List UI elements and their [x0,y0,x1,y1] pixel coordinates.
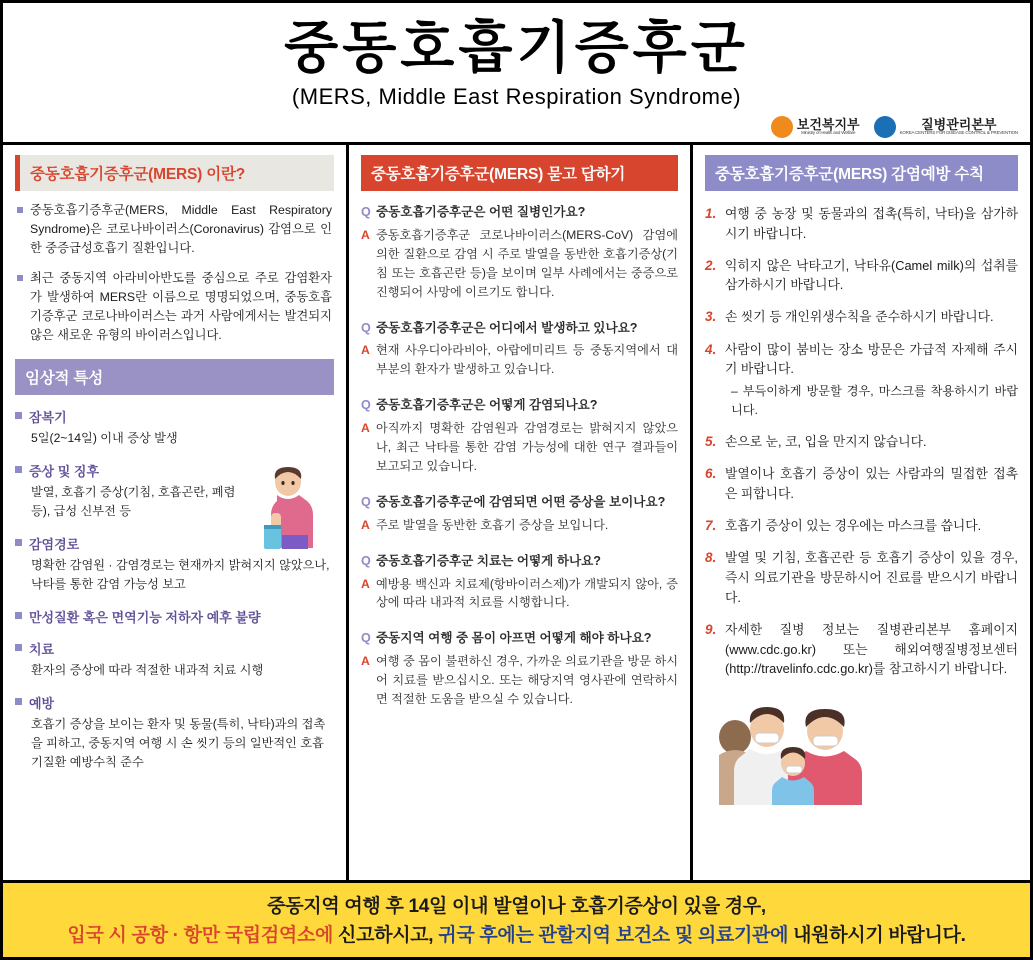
poster-body [3,145,1030,880]
prevention-item-number: 8. [705,550,717,566]
clinical-item-label: 만성질환 혹은 면역기능 저하자 예후 불량 [29,609,261,625]
prevention-item-text: 익히지 않은 낙타고기, 낙타유(Camel milk)의 섭취를 삼가하시기 바랍니다. [725,257,1018,293]
clinical-item-body: 5일(2~14일) 이내 증상 발생 [31,431,178,446]
clinical-item-body: 호흡기 증상을 보이는 환자 및 동물(특히, 낙타)과의 접촉을 피하고, 중동지역 여행 시 손 씻기 등의 일반적인 호흡기질환 예방수칙 준수 [31,716,326,769]
clinical-item [15,407,334,448]
faq-answer: A 아직까지 명확한 감염원과 감염경로는 밝혀지지 않았으나, 최근 낙타를 통한 감염 가능성에 대한 연구 결과들이 보고되고 있습니다. [361,421,678,473]
prevention-item-number: 9. [705,621,717,637]
clinical-item-body: 명확한 감염원 · 감염경로는 현재까지 밝혀지지 않았으나, 낙타를 통한 감염 가능성 보고 [31,558,330,591]
kcdc-emblem-icon [874,116,896,138]
prevention-list [705,204,1018,679]
prevention-item [705,256,1018,296]
question-mark-icon: Q [361,494,371,509]
answer-mark-icon: A [361,576,370,591]
footer-text-visit: 내원하시기 바랍니다. [788,925,966,947]
prevention-item-number: 6. [705,466,717,482]
clinical-item [15,607,334,626]
faq-list [361,203,678,709]
column-faq [349,145,693,880]
faq-answer: A 현재 사우디아라비아, 아랍에미리트 등 중동지역에서 대부분의 환자가 발생하고 있습니다. [361,343,678,377]
prevention-item [705,516,1018,536]
faq-question: Q 중동호흡기증후군은 어디에서 발생하고 있나요? [361,319,678,338]
prevention-item [705,464,1018,504]
faq-item [361,552,678,613]
prevention-item [705,307,1018,327]
prevention-item-text: 발열 및 기침, 호흡곤란 등 호흡기 증상이 있을 경우, 즉시 의료기관을 방문하시어 진료를 받으시기 바랍니다. [725,550,1018,605]
about-list [17,201,332,345]
page-subtitle: (MERS, Middle East Respiration Syndrome) [291,83,742,109]
footer-highlight-health-center: 귀국 후에는 관할지역 보건소 및 의료기관에 [438,925,789,947]
logo-kcdc-label: 질병관리본부 [921,116,997,132]
prevention-item-text: 여행 중 농장 및 동물과의 접촉(특히, 낙타)을 삼가하시기 바랍니다. [725,206,1018,241]
prevention-item-text: 손 씻기 등 개인위생수칙을 준수하시기 바랍니다. [725,309,994,325]
clinical-item-label: 감염경로 [29,537,80,553]
answer-mark-icon: A [361,343,370,358]
about-section-header: 중동호흡기증후군(MERS) 이란? [15,155,334,191]
prevention-section-header: 중동호흡기증후군(MERS) 감염예방 수칙 [705,155,1018,191]
clinical-item-label: 치료 [29,641,55,657]
question-mark-icon: Q [361,631,371,646]
faq-section-header: 중동호흡기증후군(MERS) 묻고 답하기 [361,155,678,191]
faq-question: Q 중동호흡기증후군은 어떤 질병인가요? [361,203,678,222]
faq-item [361,493,678,535]
list-item: 중동호흡기증후군(MERS, Middle East Respiratory Syndrome)은 코로나바이러스(Coronavirus) 감염으로 인한 중증급성호흡기 질환입니다. [17,201,332,258]
clinical-item [15,534,334,594]
clinical-item-body: 발열, 호흡기 증상(기침, 호흡곤란, 폐렴 등), 급성 신부전 등 [31,485,236,519]
mohw-emblem-icon [771,116,793,138]
page-title: 중동호흡기증후군 [284,16,749,79]
poster-footer [3,880,1030,957]
prevention-item-number: 2. [705,257,717,273]
clinical-section-header: 임상적 특성 [15,359,334,395]
question-mark-icon: Q [361,398,371,413]
prevention-item-number: 1. [705,206,717,221]
faq-answer: A 여행 중 몸이 불편하신 경우, 가까운 의료기관을 방문 하시어 치료를 받으십시오. 또는 해당지역 영사관에 연락하시면 적절한 도움을 받으실 수 있습니다. [361,654,678,707]
logo-mohw-label: 보건복지부 [796,116,860,132]
faq-question: Q 중동지역 여행 중 몸이 아프면 어떻게 해야 하나요? [361,629,678,648]
prevention-item-number: 3. [705,309,717,325]
logo-mohw [771,116,860,138]
faq-item [361,319,678,380]
logo-group [771,116,1018,138]
prevention-item-number: 7. [705,517,717,533]
clinical-item [15,639,334,680]
prevention-item [705,340,1018,420]
logo-kcdc [874,116,1018,138]
footer-line-2 [3,921,1030,950]
answer-mark-icon: A [361,421,370,436]
logo-kcdc-sublabel: KOREA CENTERS FOR DISEASE CONTROL & PREVENTION [899,130,1018,136]
clinical-item-label: 예방 [29,695,55,711]
clinical-item-body: 환자의 증상에 따라 적절한 내과적 치료 시행 [31,662,264,677]
prevention-item-text: 호흡기 증상이 있는 경우에는 마스크를 씁니다. [725,517,982,533]
clinical-item-label: 증상 및 징후 [29,464,100,480]
answer-mark-icon: A [361,654,370,669]
faq-answer: A 중동호흡기증후군 코로나바이러스(MERS-CoV) 감염에 의한 질환으로 감염 시 주로 발열을 동반한 호흡기증상(기침 또는 호흡곤란 등)을 보이며 일부 사례에서는 중증으로 진행되어 사망에 이르기도 합니다. [361,227,678,299]
faq-question: Q 중동호흡기증후군 치료는 어떻게 하나요? [361,552,678,571]
faq-answer: A 주로 발열을 동반한 호흡기 증상을 보입니다. [361,516,678,535]
faq-answer: A 예방용 백신과 치료제(항바이러스제)가 개발되지 않아, 증상에 따라 내과적 치료를 시행합니다. [361,576,678,610]
prevention-item-subtext: – 부득이하게 방문할 경우, 마스크를 착용하시기 바랍니다. [731,384,1018,418]
clinical-item-label: 잠복기 [29,410,67,426]
clinical-item [15,461,334,521]
footer-text-report: 신고하시고, [333,925,439,947]
faq-item [361,629,678,709]
footer-highlight-airport: 입국 시 공항 · 항만 국립검역소에 [67,925,334,947]
faq-question: Q 중동호흡기증후군은 어떻게 감염되나요? [361,396,678,415]
prevention-item-number: 4. [705,341,717,357]
faq-item [361,203,678,302]
faq-item [361,396,678,476]
question-mark-icon: Q [361,553,371,568]
footer-line-1: 중동지역 여행 후 14일 이내 발열이나 호흡기증상이 있을 경우, [267,896,766,917]
family-with-masks-illustration [705,695,865,805]
column-prevention [693,145,1030,880]
prevention-item-text: 자세한 질병 정보는 질병관리본부 홈페이지(www.cdc.go.kr) 또는 해외여행질병정보센터(http://travelinfo.cdc.go.kr)를 참고하시기 바랍니다. [725,621,1018,677]
clinical-item [15,693,334,772]
prevention-item-number: 5. [705,434,717,450]
question-mark-icon: Q [361,320,371,335]
prevention-item [705,548,1018,607]
answer-mark-icon: A [361,517,370,532]
prevention-item [705,204,1018,244]
clinical-list [15,407,334,771]
answer-mark-icon: A [361,227,370,242]
list-item: 최근 중동지역 아라비아반도를 중심으로 주로 감염환자가 발생하여 MERS란 이름으로 명명되었으며, 중동호흡기증후군 코로나바이러스는 과거 사람에게서는 발견되지 않은 새로운 유형의 바이러스입니다. [17,269,332,345]
poster-header [3,3,1030,145]
prevention-item-text: 사람이 많이 붐비는 장소 방문은 가급적 자제해 주시기 바랍니다. – 부득이하게 방문할 경우, 마스크를 착용하시기 바랍니다. [725,340,1018,420]
faq-question: Q 중동호흡기증후군에 감염되면 어떤 증상을 보이나요? [361,493,678,512]
column-about [3,145,349,880]
prevention-item-text: 발열이나 호흡기 증상이 있는 사람과의 밀접한 접촉은 피합니다. [725,466,1018,502]
prevention-item [705,432,1018,452]
prevention-item [705,620,1018,679]
prevention-item-text: 손으로 눈, 코, 입을 만지지 않습니다. [725,434,927,450]
logo-mohw-sublabel: Ministry of Health and Welfare [801,130,856,136]
question-mark-icon: Q [361,205,371,219]
